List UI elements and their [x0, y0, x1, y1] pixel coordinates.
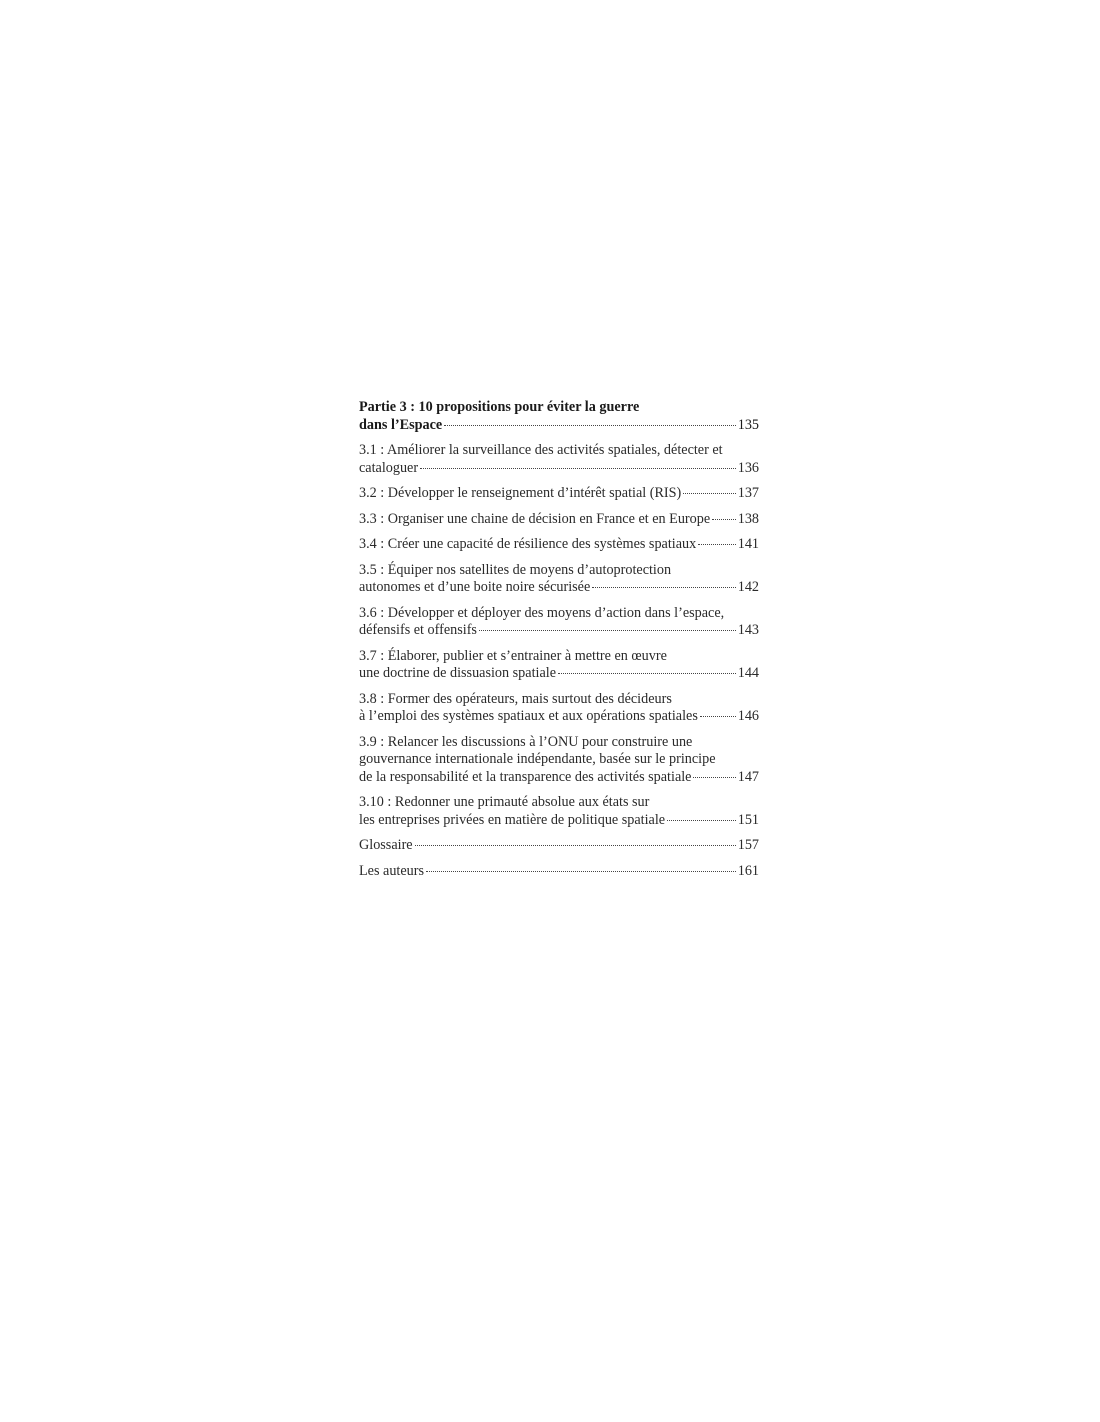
toc-page-number: 151 — [737, 811, 759, 828]
toc-page-number: 147 — [737, 768, 759, 785]
toc-entry-title: 3.2 : Développer le renseignement d’intérêt spatial (RIS) — [359, 485, 682, 501]
toc-page-number: 135 — [737, 416, 759, 433]
toc-entry-3-3[interactable] — [359, 511, 759, 529]
toc-entry-3-9[interactable] — [359, 734, 759, 787]
toc-entry-title-end: à l’emploi des systèmes spatiaux et aux opérations spatiales — [359, 708, 698, 724]
toc-entry-title: Glossaire — [359, 837, 413, 853]
toc-entry-3-6[interactable] — [359, 605, 759, 640]
toc-part-last-line — [359, 417, 759, 435]
dot-leader — [420, 468, 736, 469]
toc-page-number: 157 — [737, 837, 759, 853]
toc-entry-title: 3.4 : Créer une capacité de résilience des systèmes spatiaux — [359, 536, 697, 552]
toc-entry-line: 3.10 : Redonner une primauté absolue aux états sur — [359, 794, 650, 810]
toc-entry-glossaire[interactable] — [359, 837, 759, 855]
toc-entry-3-2[interactable] — [359, 485, 759, 503]
toc-entry-line: 3.1 : Améliorer la surveillance des activités spatiales, détecter et — [359, 442, 723, 458]
dot-leader — [693, 777, 735, 778]
toc-entry-line: gouvernance internationale indépendante, basée sur le principe — [359, 751, 716, 767]
dot-leader — [558, 673, 736, 674]
dot-leader — [592, 587, 735, 588]
toc-entry-line: 3.8 : Former des opérateurs, mais surtout des décideurs — [359, 690, 672, 707]
toc-entry-title-end: de la responsabilité et la transparence des activités spatiale — [359, 768, 692, 785]
dot-leader — [667, 820, 736, 821]
toc-entry-title-end: une doctrine de dissuasion spatiale — [359, 665, 556, 681]
toc-entry-3-8[interactable] — [359, 691, 759, 726]
toc-entry-3-7[interactable] — [359, 648, 759, 683]
toc-part-heading — [359, 399, 759, 434]
dot-leader — [698, 544, 736, 545]
dot-leader — [444, 425, 736, 426]
toc-page-number: 141 — [737, 536, 759, 552]
dot-leader — [479, 630, 736, 631]
toc-entry-title-end: les entreprises privées en matière de politique spatiale — [359, 811, 666, 828]
toc-entry-title-end: cataloguer — [359, 459, 419, 476]
toc-entry-line: 3.9 : Relancer les discussions à l’ONU pour construire une — [359, 733, 693, 750]
toc-entry-auteurs[interactable] — [359, 863, 759, 881]
table-of-contents — [359, 399, 759, 888]
toc-page-number: 161 — [737, 862, 759, 879]
dot-leader — [415, 845, 736, 846]
dot-leader — [712, 519, 736, 520]
toc-part-title-line: Partie 3 : 10 propositions pour éviter la guerre — [359, 399, 640, 415]
toc-entry-title-end: défensifs et offensifs — [359, 622, 477, 638]
toc-page-number: 137 — [737, 485, 759, 501]
toc-entry-title: 3.3 : Organiser une chaine de décision en France et en Europe — [359, 510, 711, 527]
toc-entry-line: 3.5 : Équiper nos satellites de moyens d’autoprotection — [359, 561, 672, 578]
toc-entry-3-5[interactable] — [359, 562, 759, 597]
toc-entry-line: 3.6 : Développer et déployer des moyens d’action dans l’espace, — [359, 604, 725, 621]
toc-page-number: 146 — [737, 708, 759, 724]
toc-entry-3-1[interactable] — [359, 442, 759, 477]
toc-page-number: 142 — [737, 579, 759, 595]
toc-page-number: 138 — [737, 510, 759, 527]
toc-entry-title: Les auteurs — [359, 862, 425, 879]
toc-entry-3-10[interactable] — [359, 794, 759, 829]
toc-page-number: 136 — [737, 459, 759, 476]
dot-leader — [683, 493, 735, 494]
toc-entry-title-end: autonomes et d’une boite noire sécurisée — [359, 579, 591, 595]
dot-leader — [426, 871, 736, 872]
dot-leader — [700, 716, 736, 717]
toc-entry-3-4[interactable] — [359, 536, 759, 554]
toc-entry-line: 3.7 : Élaborer, publier et s’entrainer à mettre en œuvre — [359, 647, 667, 664]
toc-part-title-end: dans l’Espace — [359, 416, 443, 433]
toc-page-number: 143 — [737, 622, 759, 638]
toc-page-number: 144 — [737, 665, 759, 681]
